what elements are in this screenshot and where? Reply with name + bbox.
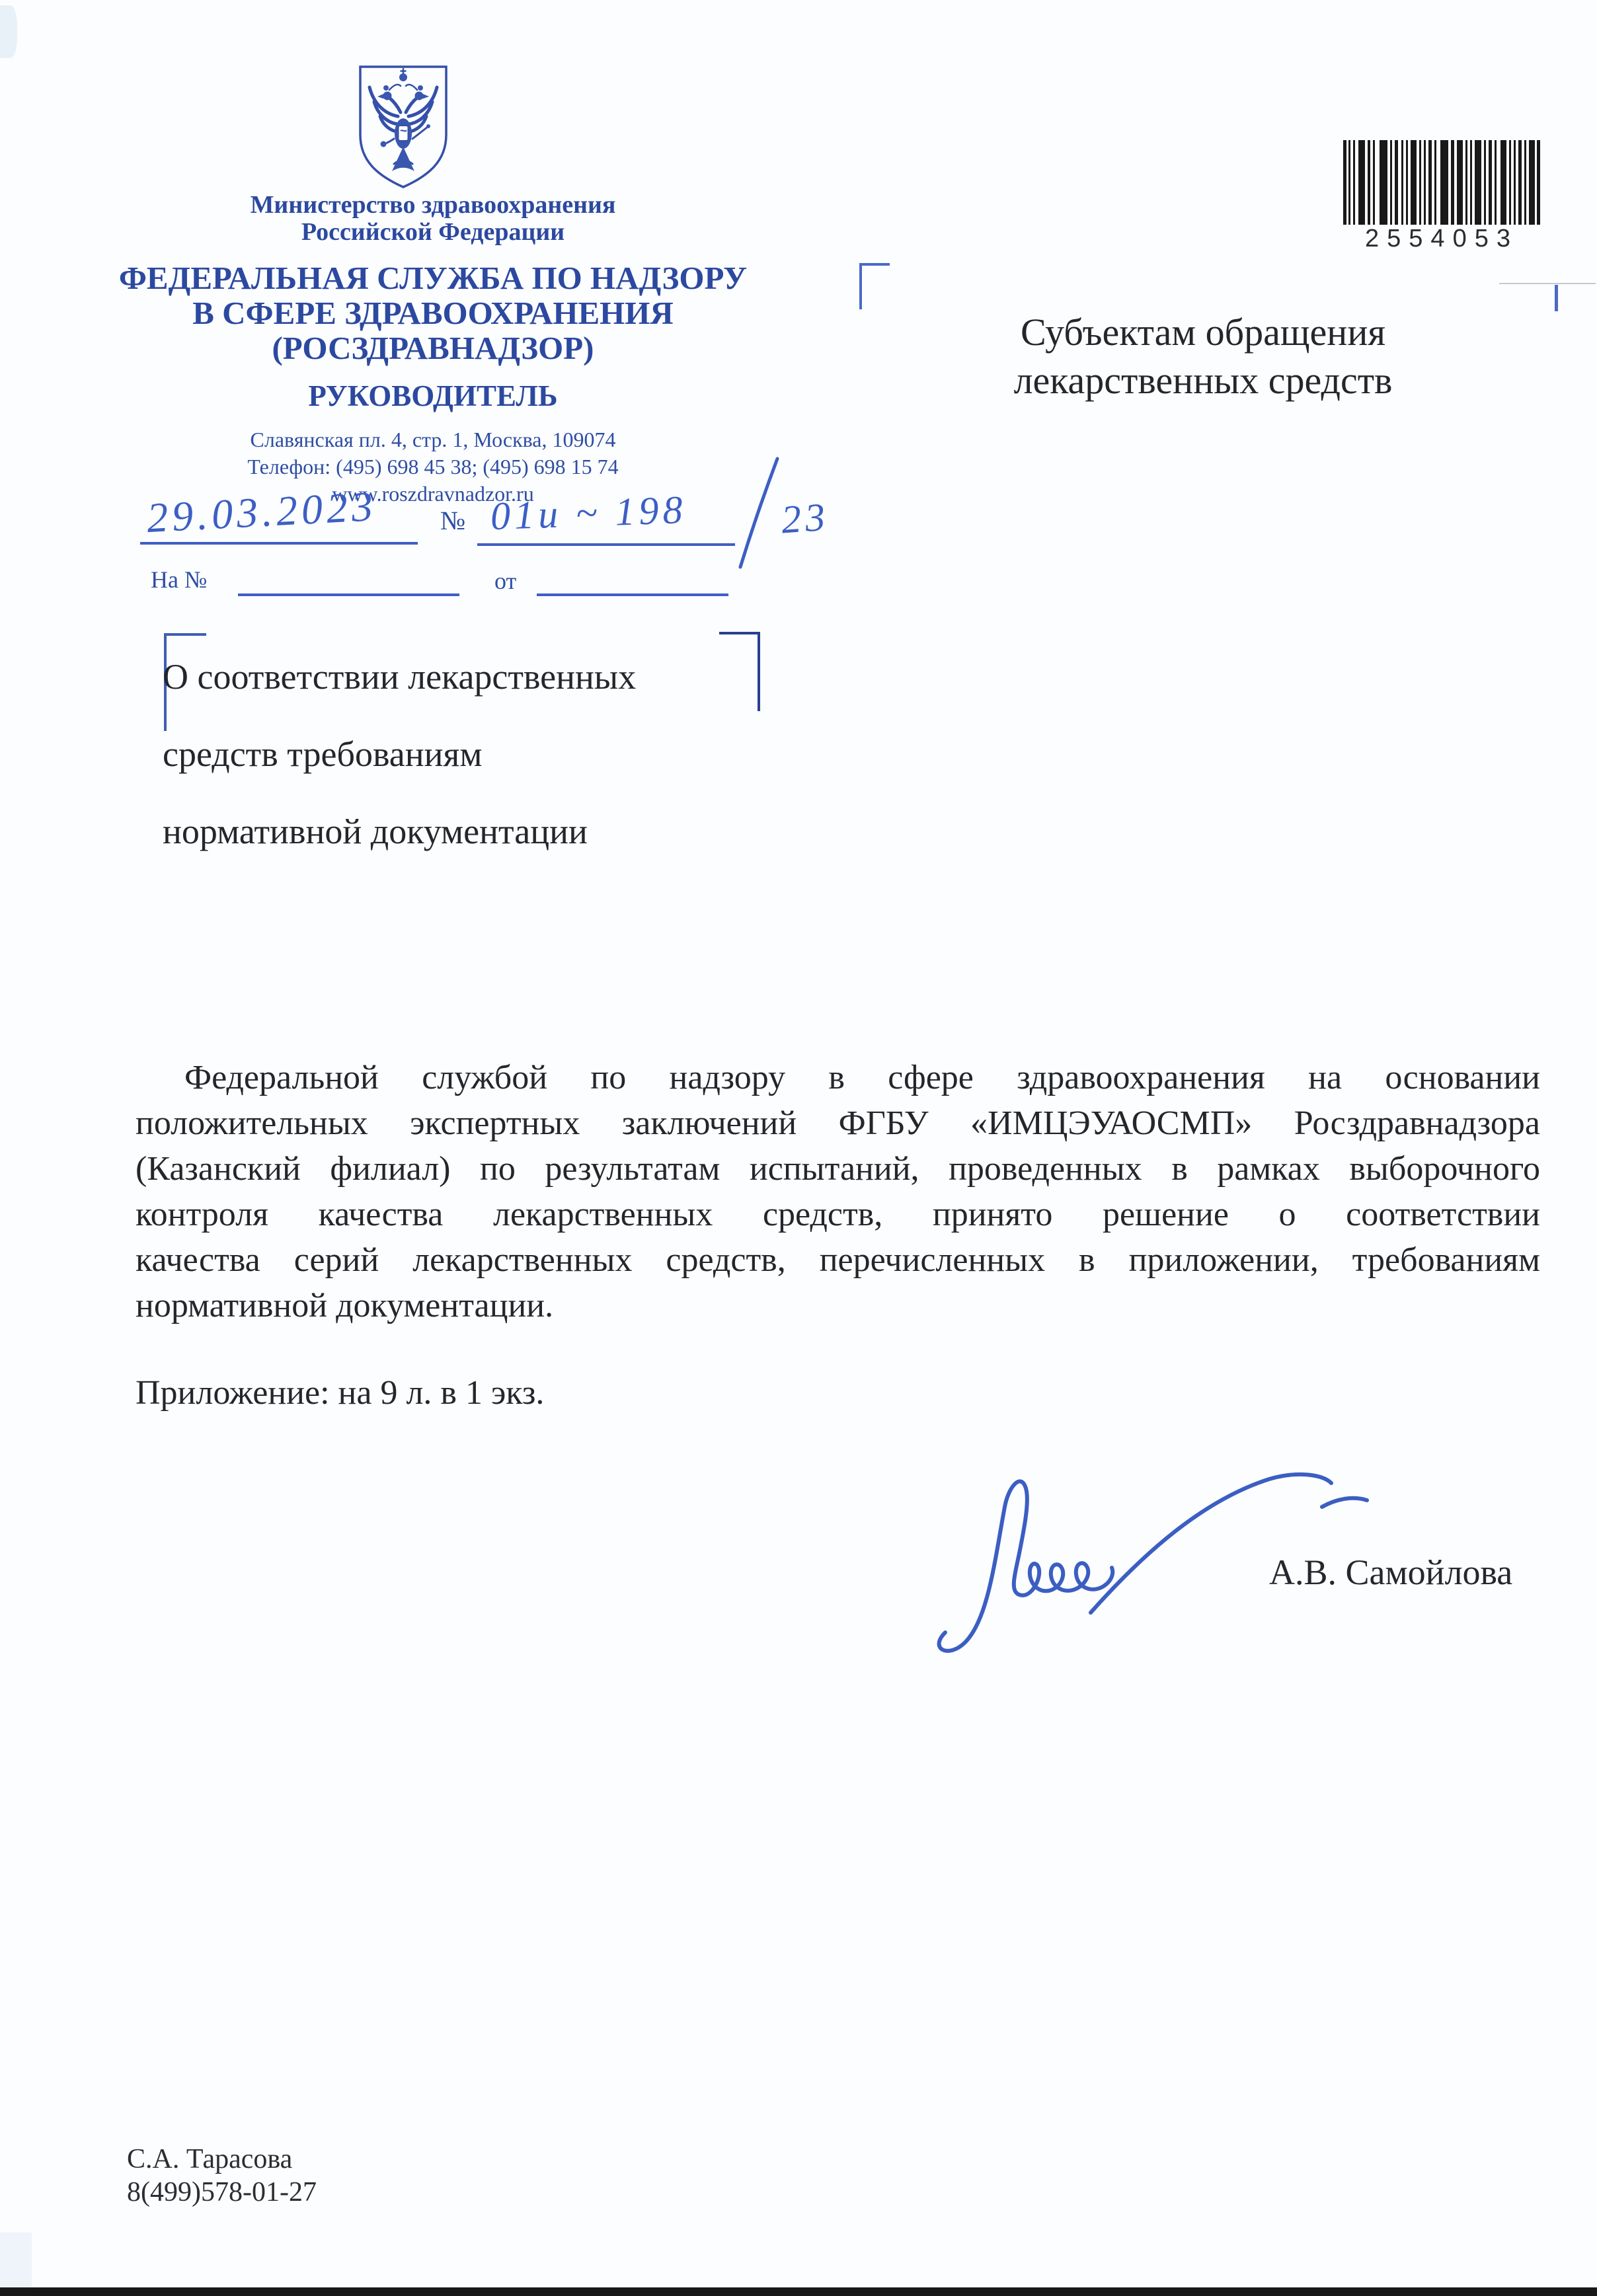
addressee-corner-mark <box>859 263 890 266</box>
subject-line: нормативной документации <box>163 812 588 851</box>
ministry-name <box>106 192 760 246</box>
body-line: положительных экспертных заключений ФГБУ «ИМЦЭУАОСМП» Росздравнадзора <box>136 1104 1540 1142</box>
fold-mark-line <box>1499 283 1596 284</box>
handwritten-number: 01и ~ 198 <box>489 487 687 539</box>
handwritten-number-suffix: 23 <box>779 494 831 542</box>
subject-corner-right <box>719 632 760 634</box>
russia-coat-of-arms-icon <box>354 63 452 190</box>
ministry-line2: Российской Федерации <box>301 218 565 246</box>
addressee-block <box>922 308 1484 404</box>
postal-address: Славянская пл. 4, стр. 1, Москва, 109074 <box>250 428 616 451</box>
attachment-note: Приложение: на 9 л. в 1 экз. <box>136 1374 545 1412</box>
ministry-line1: Министерство здравоохранения <box>250 191 616 219</box>
position-title: РУКОВОДИТЕЛЬ <box>308 379 558 412</box>
date-underline <box>140 542 418 545</box>
phone-line: Телефон: (495) 698 45 38; (495) 698 15 74 <box>247 455 619 478</box>
reply-number-label: На № <box>151 566 208 593</box>
addressee-line: Субъектам обращения <box>1020 311 1386 354</box>
website: www.roszdravnadzor.ru <box>332 482 534 506</box>
handwritten-slash-icon <box>735 455 783 571</box>
reply-date-label: от <box>494 568 517 594</box>
subject-line: средств требованиям <box>163 734 483 774</box>
barcode-number: 2554053 <box>1365 225 1518 252</box>
body-line: нормативной документации. <box>136 1287 554 1324</box>
body-line: (Казанский филиал) по результатам испытаний, проведенных в рамках выборочного <box>136 1150 1540 1188</box>
service-line3: (РОСЗДРАВНАДЗОР) <box>272 330 594 366</box>
body-line: контроля качества лекарственных средств, принято решение о соответствии <box>136 1196 1540 1233</box>
number-sign: № <box>440 506 466 535</box>
service-name <box>106 260 760 365</box>
number-underline <box>477 543 735 546</box>
addressee-line: лекарственных средств <box>1013 359 1393 402</box>
service-line2: В СФЕРЕ ЗДРАВООХРАНЕНИЯ <box>192 295 674 331</box>
subject-line: О соответствии лекарственных <box>163 657 637 697</box>
scan-smudge <box>0 2233 32 2288</box>
subject-corner-left <box>164 633 206 636</box>
fold-mark-tick <box>1555 285 1558 311</box>
body-paragraph <box>136 1055 1540 1328</box>
handwritten-date: 29.03.2023 <box>145 482 378 542</box>
executor-phone: 8(499)578-01-27 <box>127 2177 317 2207</box>
barcode-icon <box>1343 140 1540 225</box>
executor-block <box>127 2143 317 2209</box>
executor-name: С.А. Тарасова <box>127 2144 293 2174</box>
reply-date-underline <box>537 593 728 596</box>
addressee-corner-mark <box>859 263 862 309</box>
signatory-name: А.В. Самойлова <box>1269 1552 1513 1592</box>
scan-smudge <box>0 5 17 58</box>
scan-edge-bar <box>0 2287 1597 2296</box>
body-line: качества серий лекарственных средств, перечисленных в приложении, требованиям <box>136 1241 1540 1279</box>
service-line1: ФЕДЕРАЛЬНАЯ СЛУЖБА ПО НАДЗОРУ <box>118 260 748 296</box>
subject-block <box>163 638 771 870</box>
body-line: Федеральной службой по надзору в сфере здравоохранения на основании <box>184 1059 1540 1096</box>
reply-number-underline <box>238 593 459 596</box>
